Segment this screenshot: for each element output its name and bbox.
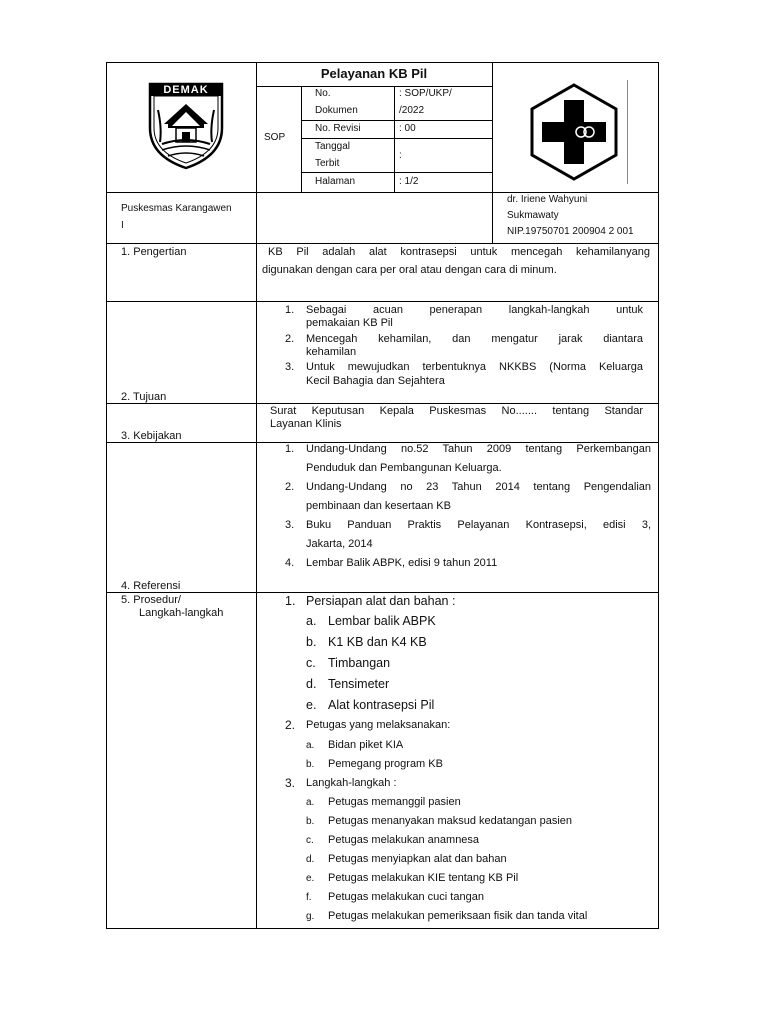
tanggal-terbit-label: Tanggal <box>315 141 351 152</box>
sop-label: SOP <box>264 132 286 143</box>
no-dokumen-value-2: /2022 <box>399 105 425 116</box>
puskesmas-cross-icon <box>526 82 622 182</box>
no-dokumen-label: No. <box>315 88 331 99</box>
no-revisi-value: : 00 <box>399 123 416 134</box>
no-dokumen-value: : SOP/UKP/ <box>399 88 452 99</box>
prosedur-group-2-title: Petugas yang melaksanakan: <box>306 719 451 731</box>
pengertian-line-1: KB Pil adalah alat kontrasepsi untuk mencegah kehamilanyang <box>268 246 650 258</box>
kebijakan-line-1: Surat Keputusan Kepala Puskesmas No....... tentang Standar <box>270 405 643 417</box>
halaman-label: Halaman <box>315 176 356 187</box>
prosedur-group-1-num: 1. <box>285 594 296 608</box>
no-revisi-label: No. Revisi <box>315 123 361 134</box>
prosedur-group-2-num: 2. <box>285 718 296 732</box>
logo-text: DEMAK <box>163 84 209 96</box>
puskesmas-name: Puskesmas Karangawen <box>121 203 232 214</box>
no-dokumen-label-2: Dokumen <box>315 105 358 116</box>
puskesmas-name-2: I <box>121 220 124 231</box>
prosedur-label: 5. Prosedur/ <box>121 594 181 606</box>
demak-logo <box>146 80 226 170</box>
pengertian-label: 1. Pengertian <box>121 246 187 258</box>
prosedur-group-3-num: 3. <box>285 776 296 790</box>
signatory-name-2: Sukmawaty <box>507 210 559 221</box>
signatory-name: dr. Iriene Wahyuni <box>507 194 588 205</box>
document-title: Pelayanan KB Pil <box>320 66 428 81</box>
pengertian-line-2: digunakan dengan cara per oral atau dengan cara di minum. <box>262 264 557 276</box>
tujuan-label: 2. Tujuan <box>121 391 167 403</box>
halaman-value: : 1/2 <box>399 176 419 187</box>
prosedur-group-3-title: Langkah-langkah : <box>306 777 397 789</box>
referensi-label: 4. Referensi <box>121 580 181 592</box>
tanggal-terbit-label-2: Terbit <box>315 158 340 169</box>
prosedur-group-1-title: Persiapan alat dan bahan : <box>306 594 456 608</box>
sop-document: DEMAK Pelayanan KB Pil SOP No. Dokumen : SOP/UKP/ /2022 No. Revisi : 00 Tanggal Terbit : Halaman : 1/2 Puskesmas Karangawen I dr. Iriene Wahyuni Sukmawaty NIP.19750701 200904 2 001 1. Pengertian KB Pil adalah alat kontrasepsi untuk mencegah kehamilanyang digunakan dengan cara per oral atau dengan cara di minum. 2. Tujuan 1. Sebagai acuan penerapan langkah-langkah untuk pemakaian KB Pil 2. Mencegah kehamilan, dan mengatur jarak diantara kehamilan 3. Untuk mewujudkan terbentuknya NKKBS (Norma Keluarga Kecil Bahagia dan Sejahtera 3. Kebijakan Surat Keputusan Kepala Puskesmas No....... tentang Standar Layanan Klinis 4. Referensi 1. Undang-Undang no.52 Tahun 2009 tentang Perkembangan Penduduk dan Pembangunan Keluarga. 2. Undang-Undang no 23 Tahun 2014 tentang Pengendalian pembinaan dan kesertaan KB 3. Buku Panduan Praktis Pelayanan Kontrasepsi, edisi 3, Jakarta, 2014 4. Lembar Balik ABPK, edisi 9 tahun 2011 5. Prosedur/ Langkah-langkah 1. Persiapan alat dan bahan : a. Lembar balik ABPK b. K1 KB dan K4 KB c. Timbangan d. Tensimeter e. Alat kontrasepsi Pil 2. Petugas yang melaksanakan: a. Bidan piket KIA b. Pemegang program KB 3. Langkah-langkah : a. Petugas memanggil pasien b. Petugas menanyakan maksud kedatangan pasien c. Petugas melakukan anamnesa d. Petugas menyiapkan alat dan bahan e. Petugas melakukan KIE tentang KB Pil f. Petugas melakukan cuci tangan g. Petugas melakukan pemeriksaan fisik dan tanda vital <box>0 0 768 1024</box>
signatory-nip: NIP.19750701 200904 2 001 <box>507 226 634 237</box>
tanggal-terbit-value: : <box>399 150 402 161</box>
puskesmas-logo <box>526 82 622 182</box>
kebijakan-label: 3. Kebijakan <box>121 430 182 442</box>
kebijakan-line-2: Layanan Klinis <box>270 418 342 430</box>
prosedur-label-2: Langkah-langkah <box>139 607 224 619</box>
